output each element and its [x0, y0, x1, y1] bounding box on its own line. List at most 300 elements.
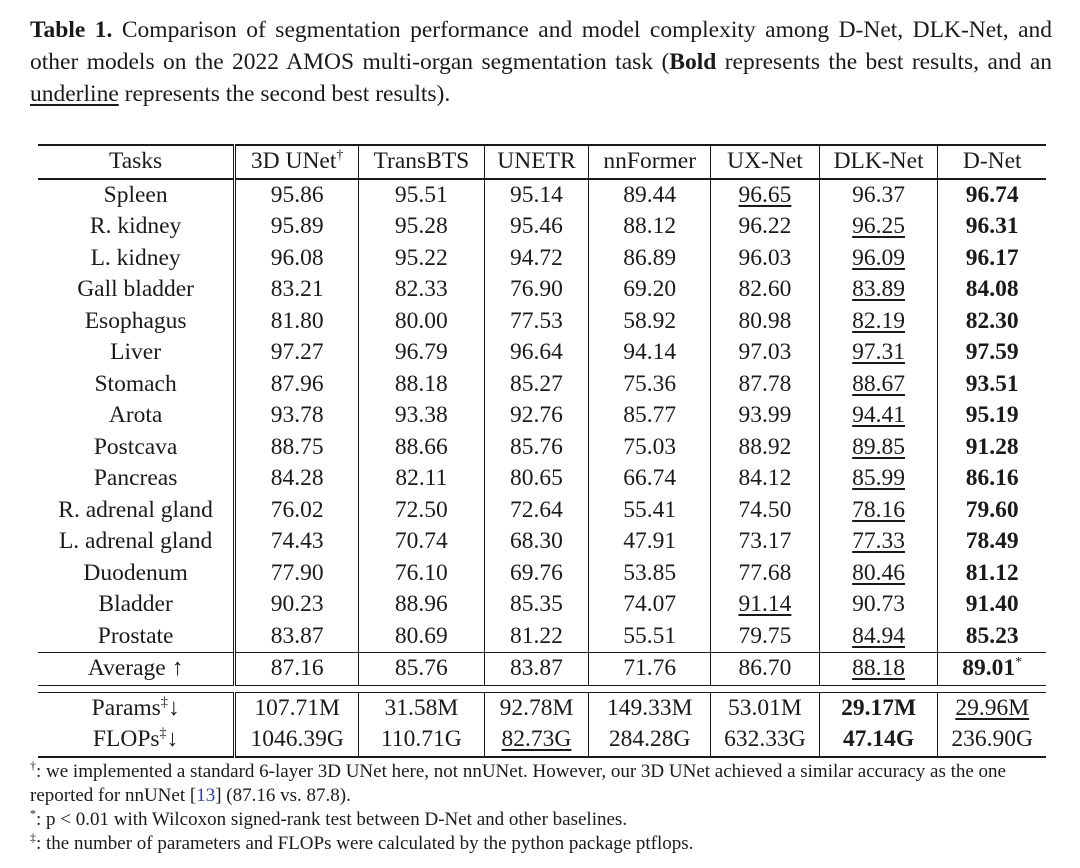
table-cell	[711, 621, 820, 653]
caption-underline-word: underline	[30, 81, 119, 107]
table-cell	[938, 179, 1046, 212]
table-row	[38, 526, 1046, 558]
header-tasks: Tasks	[38, 145, 235, 179]
table-caption	[30, 14, 1052, 110]
table-cell	[819, 274, 938, 306]
table-cell	[711, 337, 820, 369]
cell-value: 85.27	[510, 370, 563, 397]
cell-value: 71.76	[623, 655, 677, 682]
row-label	[38, 211, 235, 243]
row-label	[38, 400, 235, 432]
table-cell	[711, 179, 820, 212]
cell-value: 89.01	[962, 655, 1016, 682]
table-cell	[819, 526, 938, 558]
row-label-arrow: ↓	[167, 694, 180, 721]
table-cell	[484, 526, 589, 558]
table-cell	[938, 369, 1046, 401]
table-cell	[359, 692, 485, 724]
table-cell	[819, 211, 938, 243]
row-label-text: Spleen	[103, 181, 168, 208]
caption-text-1: Comparison of segmentation performance and model complexity among D-Net, DLK-Net, and other models on the 2022 AMOS multi-organ segmentation task (	[30, 17, 1052, 75]
row-label-text: Prostate	[97, 622, 174, 649]
cell-value: 91.40	[965, 591, 1019, 618]
table-cell	[711, 526, 820, 558]
row-label	[38, 495, 235, 527]
table-cell	[938, 621, 1046, 653]
header-row	[38, 145, 1046, 179]
cell-value: 77.53	[510, 307, 563, 334]
average-row	[38, 653, 1046, 686]
footnote-dagger-text-2: ] (87.16 vs. 87.8).	[215, 785, 351, 806]
table-cell	[711, 211, 820, 243]
cell-value: 83.89	[852, 276, 906, 303]
cell-value: 89.44	[623, 181, 677, 208]
table-cell	[235, 179, 359, 212]
cell-value: 87.78	[738, 370, 792, 397]
separator-cell	[484, 685, 589, 692]
cell-value: 77.68	[738, 559, 792, 586]
table-cell	[484, 211, 589, 243]
cell-value: 88.96	[394, 591, 448, 618]
table-cell	[359, 337, 485, 369]
row-label-text: R. kidney	[89, 213, 182, 240]
table-cell	[235, 558, 359, 590]
cell-value: 80.46	[852, 559, 906, 586]
table-cell	[359, 274, 485, 306]
separator-cell	[711, 685, 820, 692]
cell-value: 90.23	[270, 591, 324, 618]
table-cell	[359, 621, 485, 653]
row-label	[38, 692, 235, 724]
cell-value: 75.03	[623, 433, 677, 460]
row-label-text: R. adrenal gland	[58, 496, 213, 523]
cell-value: 96.31	[965, 213, 1019, 240]
table-cell	[589, 495, 711, 527]
cell-value: 84.28	[270, 465, 324, 492]
table-cell	[484, 558, 589, 590]
table-cell	[589, 558, 711, 590]
table-row	[38, 274, 1046, 306]
cell-value: 284.28G	[608, 726, 691, 753]
table-cell	[235, 243, 359, 275]
table-cell	[235, 211, 359, 243]
table-row	[38, 495, 1046, 527]
cell-value: 47.14G	[843, 726, 915, 753]
table-cell	[484, 495, 589, 527]
table-cell	[819, 337, 938, 369]
cell-value: 81.12	[965, 559, 1019, 586]
cell-value: 96.64	[510, 339, 563, 366]
table-cell	[819, 243, 938, 275]
table-cell	[235, 274, 359, 306]
cell-value: 83.87	[510, 655, 563, 682]
cell-value: 78.16	[852, 496, 906, 523]
cell-value: 96.65	[738, 181, 792, 208]
table-cell	[359, 179, 485, 212]
cell-value: 632.33G	[724, 726, 806, 753]
table-cell	[938, 211, 1046, 243]
table-cell	[359, 724, 485, 757]
cell-value: 68.30	[510, 528, 563, 555]
row-label	[38, 653, 235, 686]
row-label	[38, 589, 235, 621]
flops-row	[38, 724, 1046, 757]
table-cell	[711, 432, 820, 464]
cell-value: 29.96M	[955, 694, 1030, 721]
cell-value: 94.14	[623, 339, 677, 366]
table-cell	[589, 369, 711, 401]
cell-value: 91.14	[738, 591, 792, 618]
table-cell	[938, 495, 1046, 527]
table-cell	[235, 337, 359, 369]
cell-value: 149.33M	[606, 694, 693, 721]
table-cell	[484, 724, 589, 757]
table-cell	[589, 306, 711, 338]
table-cell	[359, 400, 485, 432]
cell-value: 96.08	[270, 244, 324, 271]
table-cell	[711, 306, 820, 338]
table-cell	[938, 274, 1046, 306]
cell-value: 76.90	[510, 276, 563, 303]
cell-value: 84.12	[738, 465, 792, 492]
cell-value: 96.79	[394, 339, 448, 366]
row-label	[38, 243, 235, 275]
cell-value: 83.21	[270, 276, 324, 303]
table-row	[38, 211, 1046, 243]
row-label-text: Params	[91, 694, 161, 721]
row-label-text: Average ↑	[87, 655, 184, 682]
cell-value: 95.22	[394, 244, 448, 271]
cell-value: 84.94	[852, 622, 906, 649]
table-row	[38, 306, 1046, 338]
table-cell	[484, 179, 589, 212]
cell-value: 72.64	[510, 496, 563, 523]
table-cell	[589, 653, 711, 686]
table-cell	[589, 526, 711, 558]
table-cell	[484, 306, 589, 338]
cell-value: 97.27	[270, 339, 324, 366]
row-label	[38, 179, 235, 212]
header-nnformer: nnFormer	[589, 145, 711, 179]
cell-value: 88.12	[623, 213, 677, 240]
separator-row	[38, 685, 1046, 692]
table-row	[38, 337, 1046, 369]
table-cell	[711, 463, 820, 495]
row-label	[38, 526, 235, 558]
table-cell	[711, 558, 820, 590]
table-cell	[589, 432, 711, 464]
table-cell	[819, 692, 938, 724]
row-label	[38, 306, 235, 338]
cell-value: 74.50	[738, 496, 792, 523]
row-label-text: Stomach	[94, 370, 177, 397]
table-cell	[938, 653, 1046, 686]
caption-text-3: represents the second best results).	[118, 81, 451, 107]
footnote-star-text: : p < 0.01 with Wilcoxon signed-rank test between D-Net and other baselines.	[36, 809, 628, 830]
table-cell	[235, 526, 359, 558]
cell-value: 58.92	[623, 307, 677, 334]
table-cell	[235, 400, 359, 432]
cell-value: 74.43	[270, 528, 324, 555]
table-cell	[589, 692, 711, 724]
table-cell	[235, 432, 359, 464]
cell-value: 88.18	[394, 370, 448, 397]
row-label	[38, 724, 235, 757]
row-label-text: FLOPs	[92, 726, 160, 753]
cell-value: 85.35	[510, 591, 563, 618]
table-cell	[359, 589, 485, 621]
table-cell	[711, 724, 820, 757]
cell-value: 80.98	[738, 307, 792, 334]
table-cell	[359, 495, 485, 527]
table-cell	[235, 692, 359, 724]
row-label-text: Esophagus	[84, 307, 187, 334]
table-cell	[359, 306, 485, 338]
citation-link[interactable]: 13	[196, 785, 216, 806]
cell-value: 236.90G	[951, 726, 1034, 753]
table-cell	[359, 243, 485, 275]
cell-value: 93.51	[965, 370, 1019, 397]
cell-value: 95.89	[270, 213, 324, 240]
table-row	[38, 432, 1046, 464]
table-cell	[589, 400, 711, 432]
table-cell	[711, 243, 820, 275]
cell-value: 96.17	[965, 244, 1019, 271]
cell-value: 90.73	[852, 591, 906, 618]
row-label	[38, 558, 235, 590]
table-cell	[359, 369, 485, 401]
cell-value: 79.75	[738, 622, 792, 649]
table-row	[38, 463, 1046, 495]
cell-value: 78.49	[965, 528, 1019, 555]
row-label-text: Liver	[110, 339, 162, 366]
cell-value: 88.18	[852, 655, 906, 682]
cell-value: 80.00	[394, 307, 448, 334]
header-3dunet-mark: †	[336, 148, 344, 164]
cell-value: 96.09	[852, 244, 906, 271]
row-label	[38, 337, 235, 369]
cell-value: 69.76	[510, 559, 563, 586]
row-label	[38, 621, 235, 653]
table-cell	[589, 179, 711, 212]
cell-value: 84.08	[965, 276, 1019, 303]
table-cell	[938, 724, 1046, 757]
cell-value: 29.17M	[841, 694, 917, 721]
cell-value: 75.36	[623, 370, 677, 397]
cell-value: 82.11	[395, 465, 448, 492]
table-cell	[819, 369, 938, 401]
cell-value: 47.91	[623, 528, 677, 555]
table-cell	[359, 653, 485, 686]
table-cell	[711, 400, 820, 432]
cell-value: 83.87	[270, 622, 324, 649]
footnote-dagger	[30, 760, 1052, 808]
row-label-mark: ‡	[159, 726, 167, 742]
row-label-text: Duodenum	[83, 559, 188, 586]
table-cell	[819, 306, 938, 338]
cell-value: 76.10	[394, 559, 448, 586]
table-cell	[484, 337, 589, 369]
row-label-arrow: ↓	[166, 726, 179, 753]
row-label-text: Gall bladder	[77, 276, 195, 303]
cell-value: 96.37	[852, 181, 906, 208]
table-cell	[711, 692, 820, 724]
params-row	[38, 692, 1046, 724]
table-cell	[484, 400, 589, 432]
cell-value: 95.86	[270, 181, 324, 208]
row-label-text: L. adrenal gland	[58, 528, 213, 555]
table-cell	[938, 432, 1046, 464]
cell-value: 95.19	[965, 402, 1019, 429]
table-cell	[711, 653, 820, 686]
cell-value: 93.38	[394, 402, 448, 429]
table-cell	[589, 274, 711, 306]
row-label-text: Arota	[108, 402, 163, 429]
cell-value: 70.74	[394, 528, 448, 555]
table-cell	[938, 558, 1046, 590]
cell-value: 55.41	[623, 496, 677, 523]
footnote-star	[30, 808, 1052, 832]
cell-value: 79.60	[965, 496, 1019, 523]
cell-value: 94.72	[510, 244, 563, 271]
table-cell	[819, 621, 938, 653]
table-cell	[938, 306, 1046, 338]
table-cell	[711, 369, 820, 401]
cell-value: 85.99	[852, 465, 906, 492]
footnote-ddagger-mark: ‡	[30, 830, 36, 845]
cell-value: 66.74	[623, 465, 677, 492]
footnote-dagger-mark: †	[30, 758, 36, 773]
header-dlknet: DLK-Net	[819, 145, 938, 179]
cell-value: 53.85	[623, 559, 677, 586]
separator-cell	[819, 685, 938, 692]
cell-value: 81.22	[510, 622, 563, 649]
table-cell	[819, 558, 938, 590]
cell-value: 95.51	[394, 181, 448, 208]
results-table	[38, 144, 1046, 758]
cell-value: 77.90	[270, 559, 324, 586]
table-cell	[484, 432, 589, 464]
table-row	[38, 558, 1046, 590]
cell-value: 82.33	[394, 276, 448, 303]
table-row	[38, 589, 1046, 621]
table-row	[38, 179, 1046, 212]
table-cell	[819, 400, 938, 432]
cell-value: 97.59	[965, 339, 1019, 366]
cell-value: 96.25	[852, 213, 906, 240]
table-cell	[484, 589, 589, 621]
cell-value: 76.02	[270, 496, 324, 523]
cell-value: 55.51	[623, 622, 677, 649]
table-cell	[819, 589, 938, 621]
table-row	[38, 243, 1046, 275]
row-label	[38, 369, 235, 401]
separator-cell	[589, 685, 711, 692]
table-cell	[235, 589, 359, 621]
row-label-text: L. kidney	[90, 244, 181, 271]
cell-value: 96.22	[738, 213, 792, 240]
cell-value: 69.20	[623, 276, 677, 303]
cell-value: 94.41	[852, 402, 906, 429]
table-cell	[359, 463, 485, 495]
cell-value: 80.69	[394, 622, 448, 649]
cell-value: 88.67	[852, 370, 906, 397]
row-label	[38, 432, 235, 464]
table-cell	[235, 653, 359, 686]
row-label	[38, 463, 235, 495]
table-cell	[589, 724, 711, 757]
cell-value: 81.80	[270, 307, 324, 334]
cell-value: 92.78M	[499, 694, 574, 721]
cell-value: 93.99	[738, 402, 792, 429]
table-cell	[484, 369, 589, 401]
cell-value: 95.46	[510, 213, 563, 240]
table-cell	[938, 337, 1046, 369]
cell-value: 82.30	[965, 307, 1019, 334]
footnote-ddagger	[30, 832, 1052, 856]
table-cell	[938, 243, 1046, 275]
cell-value: 85.23	[965, 622, 1019, 649]
cell-value: 85.76	[510, 433, 563, 460]
cell-value: 85.77	[623, 402, 677, 429]
cell-value: 97.31	[852, 339, 906, 366]
table-cell	[938, 589, 1046, 621]
cell-value: 87.96	[270, 370, 324, 397]
cell-value: 95.14	[510, 181, 563, 208]
table-cell	[589, 463, 711, 495]
cell-value: 95.28	[394, 213, 448, 240]
cell-value: 88.75	[270, 433, 324, 460]
cell-value: 97.03	[738, 339, 792, 366]
table-cell	[819, 724, 938, 757]
table-cell	[819, 179, 938, 212]
cell-value: 85.76	[394, 655, 448, 682]
table-cell	[484, 463, 589, 495]
cell-value: 93.78	[270, 402, 324, 429]
cell-value: 91.28	[965, 433, 1019, 460]
header-transbts: TransBTS	[359, 145, 485, 179]
cell-value: 87.16	[270, 655, 324, 682]
cell-value: 74.07	[623, 591, 677, 618]
table-cell	[819, 495, 938, 527]
table-cell	[589, 337, 711, 369]
cell-value: 80.65	[510, 465, 563, 492]
cell-value: 82.73G	[501, 726, 572, 753]
table-cell	[938, 400, 1046, 432]
cell-value: 96.03	[738, 244, 792, 271]
header-unetr: UNETR	[484, 145, 589, 179]
cell-value: 86.89	[623, 244, 677, 271]
footnote-ddagger-text: : the number of parameters and FLOPs were calculated by the python package ptflops.	[36, 833, 694, 854]
cell-value: 88.66	[394, 433, 448, 460]
table-cell	[235, 463, 359, 495]
table-cell	[589, 243, 711, 275]
table-cell	[484, 274, 589, 306]
caption-bold-word: Bold	[669, 49, 717, 75]
table-cell	[819, 432, 938, 464]
table-cell	[938, 463, 1046, 495]
cell-value: 88.92	[738, 433, 792, 460]
table-cell	[359, 432, 485, 464]
table-cell	[235, 306, 359, 338]
table-row	[38, 621, 1046, 653]
table-row	[38, 369, 1046, 401]
footnote-dagger-text: : we implemented a standard 6-layer 3D UNet here, not nnUNet. However, our 3D UNet achieved a similar accuracy as the one reported for nnUNet [	[30, 761, 1006, 806]
caption-text-2: represents the best results, and an	[716, 49, 1052, 75]
table-row	[38, 400, 1046, 432]
separator-cell	[38, 685, 235, 692]
table-cell	[359, 526, 485, 558]
